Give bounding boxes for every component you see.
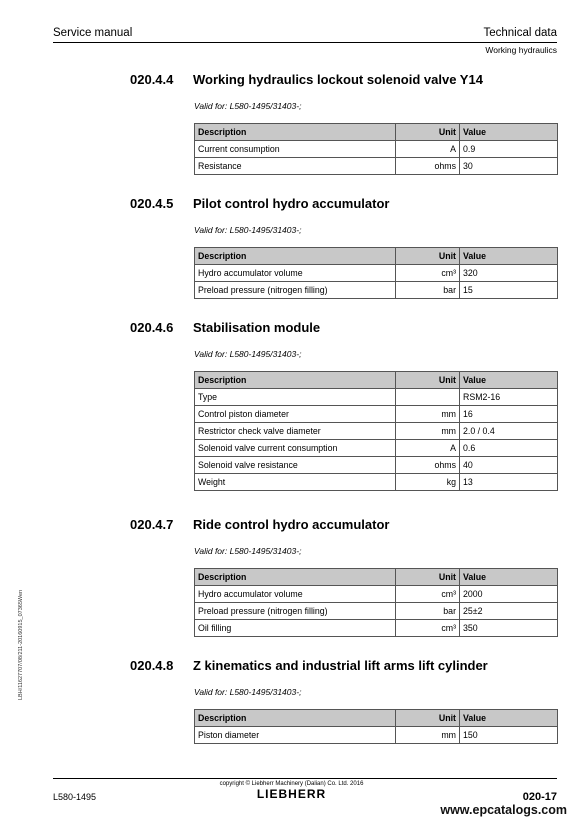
liebherr-logo: LIEBHERR	[256, 787, 327, 801]
cell-value: 25±2	[460, 603, 558, 620]
column-header-unit: Unit	[396, 124, 460, 141]
cell-unit: ohms	[396, 158, 460, 175]
cell-description: Piston diameter	[195, 727, 396, 744]
cell-description: Preload pressure (nitrogen filling)	[195, 603, 396, 620]
cell-value: 30	[460, 158, 558, 175]
section-number: 020.4.7	[130, 517, 174, 532]
table-row	[195, 474, 558, 491]
column-header-unit: Unit	[396, 569, 460, 586]
section-heading	[130, 658, 560, 678]
footer-model: L580-1495	[53, 792, 97, 802]
table-row	[195, 423, 558, 440]
table-row	[195, 727, 558, 744]
cell-unit	[396, 389, 460, 406]
table-row	[195, 158, 558, 175]
table-header-row	[195, 124, 558, 141]
cell-unit: bar	[396, 603, 460, 620]
cell-description: Hydro accumulator volume	[195, 586, 396, 603]
cell-value: 150	[460, 727, 558, 744]
table-row	[195, 620, 558, 637]
spec-table	[194, 247, 558, 299]
table-header-row	[195, 569, 558, 586]
section-title: Working hydraulics lockout solenoid valve Y14	[193, 72, 483, 87]
cell-description: Type	[195, 389, 396, 406]
cell-description: Restrictor check valve diameter	[195, 423, 396, 440]
column-header-description: Description	[195, 248, 396, 265]
section-020-4-6	[130, 320, 560, 487]
table-row	[195, 603, 558, 620]
cell-description: Solenoid valve current consumption	[195, 440, 396, 457]
cell-value: 0.6	[460, 440, 558, 457]
header-divider	[53, 42, 557, 43]
table-header-row	[195, 248, 558, 265]
cell-description: Preload pressure (nitrogen filling)	[195, 282, 396, 299]
cell-value: 2000	[460, 586, 558, 603]
cell-description: Current consumption	[195, 141, 396, 158]
table-header-row	[195, 710, 558, 727]
validity-note: Valid for: L580-1495/31403-;	[194, 101, 302, 111]
validity-note: Valid for: L580-1495/31403-;	[194, 687, 302, 697]
column-header-value: Value	[460, 372, 558, 389]
cell-unit: A	[396, 141, 460, 158]
column-header-unit: Unit	[396, 248, 460, 265]
section-heading	[130, 320, 560, 340]
cell-description: Solenoid valve resistance	[195, 457, 396, 474]
cell-value: RSM2-16	[460, 389, 558, 406]
column-header-value: Value	[460, 710, 558, 727]
table-header-row	[195, 372, 558, 389]
spec-table	[194, 709, 558, 744]
cell-value: 13	[460, 474, 558, 491]
column-header-unit: Unit	[396, 710, 460, 727]
cell-unit: cm³	[396, 586, 460, 603]
section-number: 020.4.8	[130, 658, 174, 673]
cell-unit: cm³	[396, 620, 460, 637]
cell-value: 16	[460, 406, 558, 423]
cell-value: 40	[460, 457, 558, 474]
section-number: 020.4.4	[130, 72, 174, 87]
cell-description: Weight	[195, 474, 396, 491]
cell-value: 2.0 / 0.4	[460, 423, 558, 440]
cell-unit: bar	[396, 282, 460, 299]
table-row	[195, 440, 558, 457]
section-title: Pilot control hydro accumulator	[193, 196, 390, 211]
watermark-url: www.epcatalogs.com	[440, 803, 567, 817]
spec-table	[194, 123, 558, 175]
table-row	[195, 265, 558, 282]
cell-value: 320	[460, 265, 558, 282]
column-header-description: Description	[195, 569, 396, 586]
column-header-value: Value	[460, 124, 558, 141]
section-020-4-5	[130, 196, 560, 295]
column-header-description: Description	[195, 710, 396, 727]
section-title: Stabilisation module	[193, 320, 321, 335]
validity-note: Valid for: L580-1495/31403-;	[194, 349, 302, 359]
cell-unit: mm	[396, 727, 460, 744]
cell-value: 15	[460, 282, 558, 299]
cell-unit: cm³	[396, 265, 460, 282]
cell-unit: A	[396, 440, 460, 457]
table-row	[195, 389, 558, 406]
section-020-4-8	[130, 658, 560, 740]
footer-copyright: copyright © Liebherr Machinery (Dalian) Co. Ltd. 2016	[219, 781, 364, 787]
cell-unit: kg	[396, 474, 460, 491]
validity-note: Valid for: L580-1495/31403-;	[194, 225, 302, 235]
cell-description: Oil filling	[195, 620, 396, 637]
header-chapter-title: Technical data	[483, 27, 557, 39]
column-header-unit: Unit	[396, 372, 460, 389]
table-row	[195, 141, 558, 158]
section-020-4-7	[130, 517, 560, 633]
section-number: 020.4.5	[130, 196, 174, 211]
header-manual-title: Service manual	[53, 27, 133, 39]
section-heading	[130, 196, 560, 216]
section-020-4-4	[130, 72, 560, 171]
section-title: Z kinematics and industrial lift arms lift cylinder	[193, 658, 488, 673]
spec-table	[194, 568, 558, 637]
header-subchapter: Working hydraulics	[485, 45, 557, 55]
table-row	[195, 282, 558, 299]
table-row	[195, 457, 558, 474]
document-id-side-text: LBH/11627707/08/211-20160915_07365Wen	[18, 589, 24, 700]
validity-note: Valid for: L580-1495/31403-;	[194, 546, 302, 556]
table-row	[195, 586, 558, 603]
cell-description: Control piston diameter	[195, 406, 396, 423]
cell-value: 350	[460, 620, 558, 637]
page-number: 020-17	[522, 791, 557, 803]
footer-divider	[53, 778, 557, 779]
cell-unit: mm	[396, 406, 460, 423]
cell-description: Hydro accumulator volume	[195, 265, 396, 282]
section-heading	[130, 517, 560, 537]
table-row	[195, 406, 558, 423]
section-heading	[130, 72, 560, 92]
cell-value: 0.9	[460, 141, 558, 158]
column-header-description: Description	[195, 372, 396, 389]
cell-description: Resistance	[195, 158, 396, 175]
cell-unit: ohms	[396, 457, 460, 474]
column-header-value: Value	[460, 248, 558, 265]
column-header-value: Value	[460, 569, 558, 586]
spec-table	[194, 371, 558, 491]
column-header-description: Description	[195, 124, 396, 141]
section-title: Ride control hydro accumulator	[193, 517, 390, 532]
cell-unit: mm	[396, 423, 460, 440]
section-number: 020.4.6	[130, 320, 174, 335]
